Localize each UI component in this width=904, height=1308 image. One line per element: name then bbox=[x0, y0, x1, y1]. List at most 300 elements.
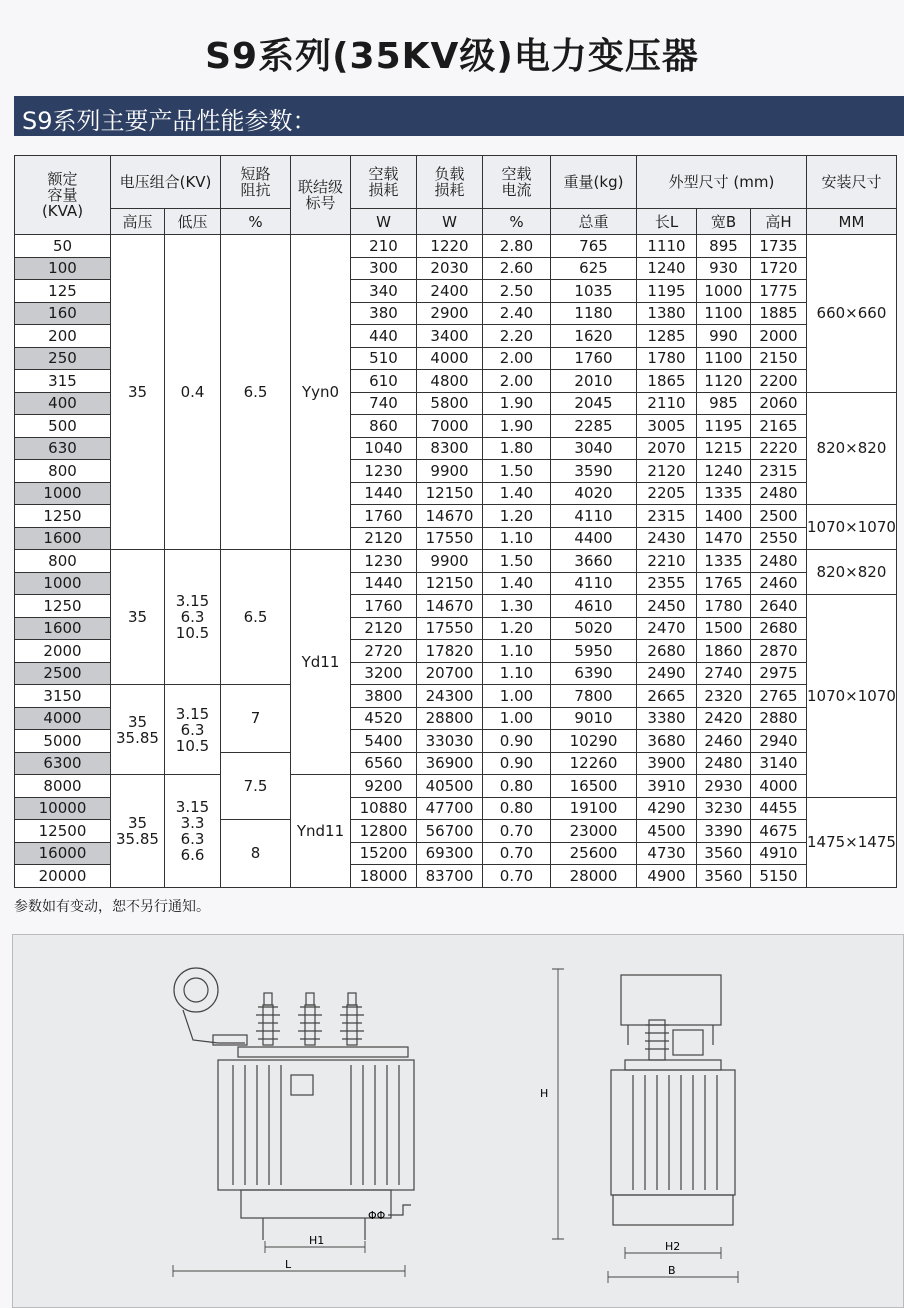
lv-cell-line: 6.3 bbox=[180, 829, 205, 848]
width-cell: 985 bbox=[697, 392, 751, 415]
capacity-cell: 50 bbox=[15, 235, 111, 258]
length-cell: 2070 bbox=[637, 437, 697, 460]
load-loss-cell: 24300 bbox=[417, 685, 483, 708]
lv-cell bbox=[165, 775, 221, 888]
side-view bbox=[611, 975, 735, 1225]
height-cell: 2500 bbox=[751, 505, 807, 528]
capacity-cell: 1600 bbox=[15, 617, 111, 640]
noload-loss-cell: 3200 bbox=[351, 662, 417, 685]
length-cell: 1780 bbox=[637, 347, 697, 370]
capacity-cell: 8000 bbox=[15, 775, 111, 798]
noload-loss-cell: 15200 bbox=[351, 842, 417, 865]
weight-cell: 1620 bbox=[551, 325, 637, 348]
capacity-cell: 125 bbox=[15, 280, 111, 303]
header-vector-group: 联结级 标号 bbox=[291, 156, 351, 235]
weight-cell: 19100 bbox=[551, 797, 637, 820]
weight-cell: 4020 bbox=[551, 482, 637, 505]
length-cell: 2490 bbox=[637, 662, 697, 685]
lv-cell: 0.4 bbox=[165, 235, 221, 550]
header-noload-loss: 空载 损耗 bbox=[351, 156, 417, 209]
impedance-cell: 7.5 bbox=[221, 752, 291, 820]
length-cell: 2120 bbox=[637, 460, 697, 483]
weight-cell: 4610 bbox=[551, 595, 637, 618]
weight-cell: 23000 bbox=[551, 820, 637, 843]
length-cell: 2110 bbox=[637, 392, 697, 415]
noload-current-cell: 2.80 bbox=[483, 235, 551, 258]
load-loss-cell: 4800 bbox=[417, 370, 483, 393]
valve-label: ΦΦ bbox=[368, 1209, 386, 1222]
capacity-cell: 1250 bbox=[15, 595, 111, 618]
length-cell: 2355 bbox=[637, 572, 697, 595]
lv-cell-line: 6.3 bbox=[180, 608, 205, 626]
install-size-cell: 1070×1070 bbox=[807, 505, 897, 550]
height-cell: 1775 bbox=[751, 280, 807, 303]
table-row bbox=[15, 775, 897, 798]
table-row bbox=[15, 235, 897, 258]
noload-loss-cell: 12800 bbox=[351, 820, 417, 843]
noload-current-cell: 1.10 bbox=[483, 527, 551, 550]
noload-loss-cell: 1760 bbox=[351, 595, 417, 618]
weight-cell: 10290 bbox=[551, 730, 637, 753]
weight-cell: 12260 bbox=[551, 752, 637, 775]
width-cell: 1100 bbox=[697, 302, 751, 325]
noload-current-cell: 1.20 bbox=[483, 505, 551, 528]
dim-h-label: H bbox=[540, 1087, 549, 1100]
width-cell: 1120 bbox=[697, 370, 751, 393]
height-cell: 2550 bbox=[751, 527, 807, 550]
height-cell: 2200 bbox=[751, 370, 807, 393]
load-loss-cell: 17550 bbox=[417, 527, 483, 550]
noload-current-cell: 1.90 bbox=[483, 392, 551, 415]
hv-cell bbox=[111, 775, 165, 888]
lv-cell-line: 3.3 bbox=[180, 813, 205, 832]
install-size-cell: 660×660 bbox=[807, 235, 897, 393]
noload-loss-cell: 2120 bbox=[351, 527, 417, 550]
width-cell: 1100 bbox=[697, 347, 751, 370]
load-loss-cell: 69300 bbox=[417, 842, 483, 865]
capacity-cell: 400 bbox=[15, 392, 111, 415]
length-cell: 4900 bbox=[637, 865, 697, 888]
width-cell: 1215 bbox=[697, 437, 751, 460]
table-row bbox=[15, 685, 897, 708]
height-cell: 2940 bbox=[751, 730, 807, 753]
noload-loss-cell: 18000 bbox=[351, 865, 417, 888]
header-total-weight: 总重 bbox=[551, 209, 637, 235]
header-length: 长L bbox=[637, 209, 697, 235]
length-cell: 3900 bbox=[637, 752, 697, 775]
impedance-cell: 8 bbox=[221, 820, 291, 888]
install-size-cell: 1070×1070 bbox=[807, 595, 897, 798]
length-cell: 4500 bbox=[637, 820, 697, 843]
capacity-cell: 2000 bbox=[15, 640, 111, 663]
load-loss-cell: 83700 bbox=[417, 865, 483, 888]
noload-current-cell: 1.80 bbox=[483, 437, 551, 460]
height-cell: 4000 bbox=[751, 775, 807, 798]
load-loss-cell: 4000 bbox=[417, 347, 483, 370]
length-cell: 2430 bbox=[637, 527, 697, 550]
impedance-cell: 6.5 bbox=[221, 550, 291, 685]
front-view bbox=[174, 968, 414, 1240]
capacity-cell: 100 bbox=[15, 257, 111, 280]
load-loss-cell: 33030 bbox=[417, 730, 483, 753]
height-cell: 2220 bbox=[751, 437, 807, 460]
length-cell: 1380 bbox=[637, 302, 697, 325]
header-install: 安装尺寸 bbox=[807, 156, 897, 209]
noload-loss-cell: 210 bbox=[351, 235, 417, 258]
capacity-cell: 6300 bbox=[15, 752, 111, 775]
height-cell: 2000 bbox=[751, 325, 807, 348]
length-cell: 4290 bbox=[637, 797, 697, 820]
length-cell: 2680 bbox=[637, 640, 697, 663]
header-impedance: 短路 阻抗 bbox=[221, 156, 291, 209]
section-banner bbox=[14, 96, 904, 136]
weight-cell: 3590 bbox=[551, 460, 637, 483]
capacity-cell: 250 bbox=[15, 347, 111, 370]
install-size-cell: 1475×1475 bbox=[807, 797, 897, 887]
noload-loss-cell: 1760 bbox=[351, 505, 417, 528]
noload-current-cell: 1.00 bbox=[483, 685, 551, 708]
noload-loss-cell: 4520 bbox=[351, 707, 417, 730]
width-cell: 930 bbox=[697, 257, 751, 280]
weight-cell: 3040 bbox=[551, 437, 637, 460]
width-cell: 2420 bbox=[697, 707, 751, 730]
length-cell: 1285 bbox=[637, 325, 697, 348]
height-cell: 4675 bbox=[751, 820, 807, 843]
width-cell: 2930 bbox=[697, 775, 751, 798]
load-loss-cell: 2900 bbox=[417, 302, 483, 325]
noload-current-cell: 1.00 bbox=[483, 707, 551, 730]
hv-cell-line: 35.85 bbox=[116, 829, 159, 848]
length-cell: 3910 bbox=[637, 775, 697, 798]
height-cell: 2680 bbox=[751, 617, 807, 640]
load-loss-cell: 1220 bbox=[417, 235, 483, 258]
height-cell: 2640 bbox=[751, 595, 807, 618]
noload-current-cell: 1.50 bbox=[483, 460, 551, 483]
height-cell: 2460 bbox=[751, 572, 807, 595]
noload-current-cell: 2.00 bbox=[483, 370, 551, 393]
header-noload-current: 空载 电流 bbox=[483, 156, 551, 209]
dim-b-label: B bbox=[668, 1264, 676, 1277]
dim-h2-label: H2 bbox=[665, 1240, 681, 1253]
header-noload-loss-unit: W bbox=[351, 209, 417, 235]
hv-cell-line: 35 bbox=[127, 712, 148, 731]
width-cell: 2480 bbox=[697, 752, 751, 775]
height-cell: 2165 bbox=[751, 415, 807, 438]
lv-cell-line: 10.5 bbox=[175, 624, 210, 642]
noload-loss-cell: 740 bbox=[351, 392, 417, 415]
load-loss-cell: 9900 bbox=[417, 550, 483, 573]
hv-cell-line: 35 bbox=[127, 813, 148, 832]
width-cell: 1240 bbox=[697, 460, 751, 483]
noload-loss-cell: 1440 bbox=[351, 482, 417, 505]
weight-cell: 16500 bbox=[551, 775, 637, 798]
weight-cell: 625 bbox=[551, 257, 637, 280]
height-cell: 4910 bbox=[751, 842, 807, 865]
width-cell: 1335 bbox=[697, 482, 751, 505]
load-loss-cell: 7000 bbox=[417, 415, 483, 438]
noload-current-cell: 0.70 bbox=[483, 865, 551, 888]
height-cell: 1720 bbox=[751, 257, 807, 280]
header-voltage-combo: 电压组合(KV) bbox=[111, 156, 221, 209]
vector-group-cell: Yyn0 bbox=[291, 235, 351, 550]
width-cell: 1470 bbox=[697, 527, 751, 550]
header-noload-current-unit: % bbox=[483, 209, 551, 235]
width-cell: 895 bbox=[697, 235, 751, 258]
weight-cell: 9010 bbox=[551, 707, 637, 730]
vector-group-cell: Yd11 bbox=[291, 550, 351, 775]
noload-current-cell: 1.40 bbox=[483, 572, 551, 595]
noload-loss-cell: 510 bbox=[351, 347, 417, 370]
length-cell: 3680 bbox=[637, 730, 697, 753]
install-size-cell: 820×820 bbox=[807, 392, 897, 505]
vector-group-cell: Ynd11 bbox=[291, 775, 351, 888]
load-loss-cell: 14670 bbox=[417, 505, 483, 528]
load-loss-cell: 5800 bbox=[417, 392, 483, 415]
header-hv: 高压 bbox=[111, 209, 165, 235]
header-lv: 低压 bbox=[165, 209, 221, 235]
weight-cell: 5020 bbox=[551, 617, 637, 640]
capacity-cell: 4000 bbox=[15, 707, 111, 730]
height-cell: 3140 bbox=[751, 752, 807, 775]
lv-cell-line: 3.15 bbox=[175, 592, 210, 610]
load-loss-cell: 9900 bbox=[417, 460, 483, 483]
height-cell: 1885 bbox=[751, 302, 807, 325]
height-cell: 4455 bbox=[751, 797, 807, 820]
spec-table-body bbox=[15, 235, 897, 888]
load-loss-cell: 17550 bbox=[417, 617, 483, 640]
lv-cell-line: 10.5 bbox=[175, 736, 210, 755]
noload-current-cell: 2.50 bbox=[483, 280, 551, 303]
capacity-cell: 16000 bbox=[15, 842, 111, 865]
width-cell: 3560 bbox=[697, 865, 751, 888]
load-loss-cell: 47700 bbox=[417, 797, 483, 820]
noload-loss-cell: 610 bbox=[351, 370, 417, 393]
noload-current-cell: 2.60 bbox=[483, 257, 551, 280]
noload-current-cell: 2.00 bbox=[483, 347, 551, 370]
load-loss-cell: 3400 bbox=[417, 325, 483, 348]
weight-cell: 2045 bbox=[551, 392, 637, 415]
capacity-cell: 3150 bbox=[15, 685, 111, 708]
hv-cell-line: 35.85 bbox=[116, 728, 159, 747]
noload-loss-cell: 1440 bbox=[351, 572, 417, 595]
load-loss-cell: 28800 bbox=[417, 707, 483, 730]
capacity-cell: 1000 bbox=[15, 572, 111, 595]
width-cell: 1000 bbox=[697, 280, 751, 303]
noload-current-cell: 0.90 bbox=[483, 752, 551, 775]
weight-cell: 5950 bbox=[551, 640, 637, 663]
noload-loss-cell: 10880 bbox=[351, 797, 417, 820]
width-cell: 1500 bbox=[697, 617, 751, 640]
install-size-cell: 820×820 bbox=[807, 550, 897, 595]
hv-cell: 35 bbox=[111, 235, 165, 550]
noload-loss-cell: 9200 bbox=[351, 775, 417, 798]
weight-cell: 4110 bbox=[551, 572, 637, 595]
noload-current-cell: 0.70 bbox=[483, 842, 551, 865]
load-loss-cell: 14670 bbox=[417, 595, 483, 618]
footnote: 参数如有变动，恕不另行通知。 bbox=[14, 899, 210, 915]
width-cell: 1860 bbox=[697, 640, 751, 663]
noload-current-cell: 2.40 bbox=[483, 302, 551, 325]
header-height: 高H bbox=[751, 209, 807, 235]
length-cell: 4730 bbox=[637, 842, 697, 865]
width-cell: 2320 bbox=[697, 685, 751, 708]
bushing-right bbox=[340, 993, 364, 1045]
length-cell: 2470 bbox=[637, 617, 697, 640]
header-install-unit: MM bbox=[807, 209, 897, 235]
load-loss-cell: 2400 bbox=[417, 280, 483, 303]
capacity-cell: 1250 bbox=[15, 505, 111, 528]
height-cell: 2870 bbox=[751, 640, 807, 663]
noload-current-cell: 0.80 bbox=[483, 775, 551, 798]
noload-current-cell: 0.90 bbox=[483, 730, 551, 753]
height-cell: 2150 bbox=[751, 347, 807, 370]
noload-loss-cell: 1230 bbox=[351, 460, 417, 483]
height-cell: 1735 bbox=[751, 235, 807, 258]
noload-loss-cell: 300 bbox=[351, 257, 417, 280]
capacity-cell: 315 bbox=[15, 370, 111, 393]
weight-cell: 3660 bbox=[551, 550, 637, 573]
weight-cell: 7800 bbox=[551, 685, 637, 708]
lv-cell bbox=[165, 685, 221, 775]
header-load-loss-unit: W bbox=[417, 209, 483, 235]
load-loss-cell: 40500 bbox=[417, 775, 483, 798]
bushing-left bbox=[256, 993, 280, 1045]
capacity-cell: 1000 bbox=[15, 482, 111, 505]
noload-current-cell: 2.20 bbox=[483, 325, 551, 348]
weight-cell: 1180 bbox=[551, 302, 637, 325]
bushing-middle bbox=[298, 993, 322, 1045]
outline-drawing-svg bbox=[13, 935, 903, 1307]
width-cell: 1780 bbox=[697, 595, 751, 618]
weight-cell: 1035 bbox=[551, 280, 637, 303]
capacity-cell: 2500 bbox=[15, 662, 111, 685]
noload-loss-cell: 860 bbox=[351, 415, 417, 438]
capacity-cell: 500 bbox=[15, 415, 111, 438]
noload-loss-cell: 1040 bbox=[351, 437, 417, 460]
load-loss-cell: 56700 bbox=[417, 820, 483, 843]
noload-current-cell: 0.70 bbox=[483, 820, 551, 843]
table-row bbox=[15, 550, 897, 573]
noload-current-cell: 1.10 bbox=[483, 640, 551, 663]
height-cell: 2315 bbox=[751, 460, 807, 483]
length-cell: 1865 bbox=[637, 370, 697, 393]
load-loss-cell: 12150 bbox=[417, 572, 483, 595]
width-cell: 2460 bbox=[697, 730, 751, 753]
height-cell: 2975 bbox=[751, 662, 807, 685]
capacity-cell: 200 bbox=[15, 325, 111, 348]
transformer-drawing bbox=[12, 934, 904, 1308]
noload-current-cell: 1.20 bbox=[483, 617, 551, 640]
noload-loss-cell: 340 bbox=[351, 280, 417, 303]
height-cell: 2480 bbox=[751, 550, 807, 573]
capacity-cell: 10000 bbox=[15, 797, 111, 820]
capacity-cell: 630 bbox=[15, 437, 111, 460]
width-cell: 3560 bbox=[697, 842, 751, 865]
capacity-cell: 1600 bbox=[15, 527, 111, 550]
noload-current-cell: 0.80 bbox=[483, 797, 551, 820]
length-cell: 2665 bbox=[637, 685, 697, 708]
weight-cell: 765 bbox=[551, 235, 637, 258]
header-weight: 重量(kg) bbox=[551, 156, 637, 209]
weight-cell: 2010 bbox=[551, 370, 637, 393]
height-cell: 2060 bbox=[751, 392, 807, 415]
length-cell: 1110 bbox=[637, 235, 697, 258]
noload-loss-cell: 380 bbox=[351, 302, 417, 325]
header-row-2 bbox=[15, 209, 897, 235]
load-loss-cell: 2030 bbox=[417, 257, 483, 280]
load-loss-cell: 20700 bbox=[417, 662, 483, 685]
section-title: S9系列主要产品性能参数： bbox=[22, 107, 317, 135]
load-loss-cell: 17820 bbox=[417, 640, 483, 663]
lv-cell-line: 6.6 bbox=[180, 845, 205, 864]
width-cell: 1335 bbox=[697, 550, 751, 573]
noload-loss-cell: 5400 bbox=[351, 730, 417, 753]
load-loss-cell: 8300 bbox=[417, 437, 483, 460]
length-cell: 1240 bbox=[637, 257, 697, 280]
dim-l-label: L bbox=[285, 1258, 292, 1271]
noload-current-cell: 1.40 bbox=[483, 482, 551, 505]
noload-loss-cell: 2720 bbox=[351, 640, 417, 663]
header-capacity: 额定 容量 (KVA) bbox=[15, 156, 111, 235]
weight-cell: 1760 bbox=[551, 347, 637, 370]
lv-cell-line: 6.3 bbox=[180, 720, 205, 739]
lv-cell bbox=[165, 550, 221, 685]
weight-cell: 2285 bbox=[551, 415, 637, 438]
header-load-loss: 负载 损耗 bbox=[417, 156, 483, 209]
hv-cell: 35 bbox=[111, 550, 165, 685]
width-cell: 3390 bbox=[697, 820, 751, 843]
width-cell: 2740 bbox=[697, 662, 751, 685]
header-width: 宽B bbox=[697, 209, 751, 235]
weight-cell: 4110 bbox=[551, 505, 637, 528]
load-loss-cell: 12150 bbox=[417, 482, 483, 505]
header-dimensions: 外型尺寸 (mm) bbox=[637, 156, 807, 209]
height-cell: 2880 bbox=[751, 707, 807, 730]
length-cell: 3005 bbox=[637, 415, 697, 438]
capacity-cell: 20000 bbox=[15, 865, 111, 888]
length-cell: 1195 bbox=[637, 280, 697, 303]
noload-loss-cell: 2120 bbox=[351, 617, 417, 640]
weight-cell: 28000 bbox=[551, 865, 637, 888]
capacity-cell: 160 bbox=[15, 302, 111, 325]
impedance-cell: 7 bbox=[221, 685, 291, 753]
lv-cell-line: 3.15 bbox=[175, 704, 210, 723]
width-cell: 1195 bbox=[697, 415, 751, 438]
width-cell: 990 bbox=[697, 325, 751, 348]
noload-loss-cell: 1230 bbox=[351, 550, 417, 573]
page-title: S9系列(35KV级)电力变压器 bbox=[205, 36, 699, 77]
length-cell: 3380 bbox=[637, 707, 697, 730]
header-impedance-unit: % bbox=[221, 209, 291, 235]
noload-loss-cell: 6560 bbox=[351, 752, 417, 775]
length-cell: 2315 bbox=[637, 505, 697, 528]
noload-current-cell: 1.90 bbox=[483, 415, 551, 438]
hv-cell bbox=[111, 685, 165, 775]
capacity-cell: 12500 bbox=[15, 820, 111, 843]
header-row-1 bbox=[15, 156, 897, 209]
length-cell: 2210 bbox=[637, 550, 697, 573]
impedance-cell: 6.5 bbox=[221, 235, 291, 550]
height-cell: 2765 bbox=[751, 685, 807, 708]
length-cell: 2205 bbox=[637, 482, 697, 505]
weight-cell: 25600 bbox=[551, 842, 637, 865]
capacity-cell: 800 bbox=[15, 550, 111, 573]
noload-loss-cell: 3800 bbox=[351, 685, 417, 708]
width-cell: 1400 bbox=[697, 505, 751, 528]
width-cell: 1765 bbox=[697, 572, 751, 595]
lv-cell-line: 3.15 bbox=[175, 797, 210, 816]
weight-cell: 4400 bbox=[551, 527, 637, 550]
